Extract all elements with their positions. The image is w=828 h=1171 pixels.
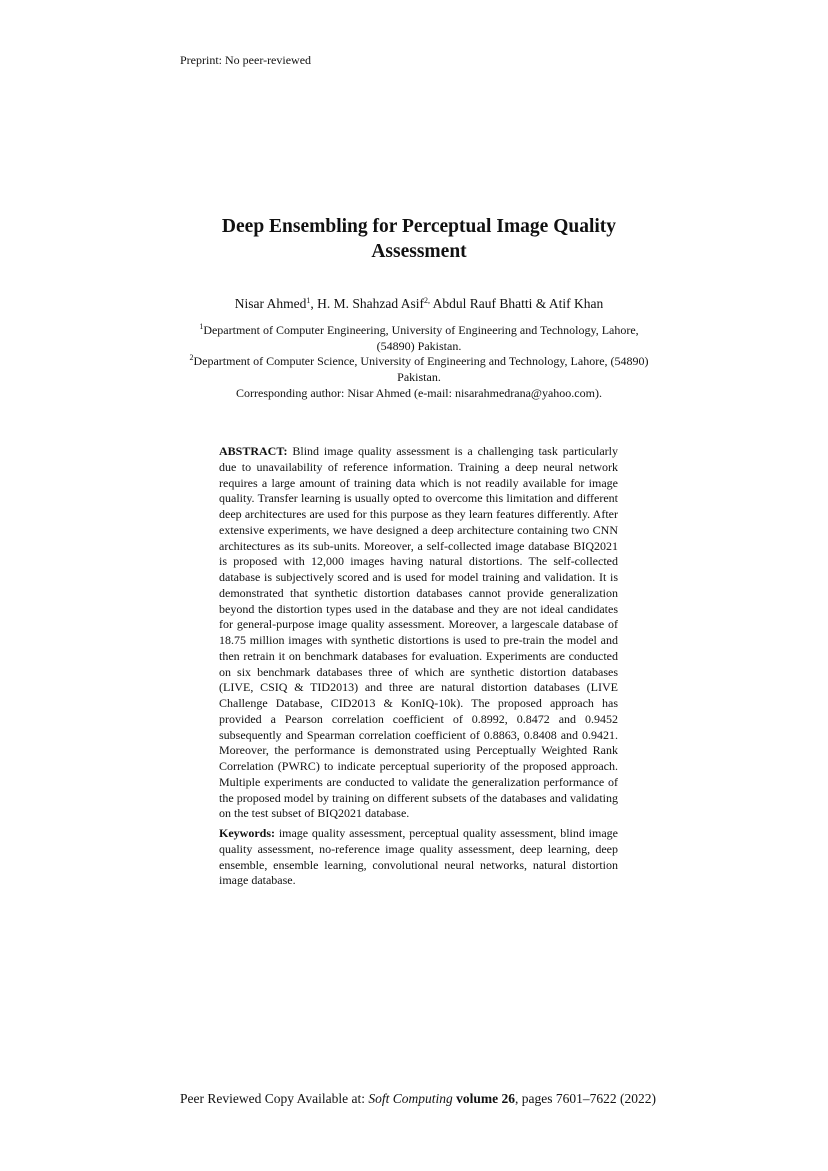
keywords	[219, 826, 618, 889]
abstract-label: ABSTRACT:	[219, 444, 288, 458]
publication-note	[180, 1090, 659, 1108]
keywords-label: Keywords:	[219, 826, 275, 840]
affiliation-1	[180, 323, 658, 354]
author-names-rest: Abdul Rauf Bhatti & Atif Khan	[430, 296, 604, 311]
affiliation-2	[180, 354, 658, 385]
author-name: , H. M. Shahzad Asif	[310, 296, 424, 311]
affiliations	[180, 323, 658, 402]
affiliation-mark: 1	[199, 322, 204, 331]
preprint-note: Preprint: No peer-reviewed	[180, 53, 312, 67]
affiliation-text: Department of Computer Science, University of Engineering and Technology, Lahore, (54890) Pakistan.	[193, 354, 649, 385]
abstract	[219, 444, 618, 822]
journal-volume: volume 26	[456, 1091, 515, 1106]
author-name: Nisar Ahmed	[234, 296, 307, 311]
corresponding-author: Corresponding author: Nisar Ahmed (e-mail: nisarahmedrana@yahoo.com).	[236, 385, 602, 400]
affiliation-mark: 2,	[424, 296, 430, 305]
keywords-text: image quality assessment, perceptual quality assessment, blind image quality assessment, no-reference image quality assessment, deep learning, deep ensemble, ensemble learning, convolutional neural networks, natural distortion image database.	[219, 826, 619, 888]
publication-prefix: Peer Reviewed Copy Available at:	[180, 1091, 369, 1106]
abstract-text: Blind image quality assessment is a challenging task particularly due to unavailability of reference information. Training a deep neural network requires a large amount of training data which is not readily available for image quality. Transfer learning is usually opted to overcome this limitation and different deep architectures are used for this purpose as they learn features differently. After extensive experiments, we have designed a deep architecture containing two CNN architectures as its sub-units. Moreover, a self-collected image database BIQ2021 is proposed with 12,000 images having natural distortions. The self-collected database is subjectively scored and is used for model training and validation. It is demonstrated that synthetic distortion databases cannot provide generalization beyond the distortion types used in the database and they are not ideal candidates for general-purpose image quality assessment. Moreover, a largescale database of 18.75 million images with synthetic distortions is used to pre-train the model and then retrain it on benchmark databases for evaluation. Experiments are conducted on six benchmark databases three of which are synthetic distortion databases (LIVE, CSIQ & TID2013) and three are natural distortion databases (LIVE Challenge Database, CID2013 & KonIQ-10k). The proposed approach has provided a Pearson correlation coefficient of 0.8992, 0.8472 and 0.9452 subsequently and Spearman correlation coefficient of 0.8863, 0.8408 and 0.9421. Moreover, the performance is demonstrated using Perceptually Weighted Rank Correlation (PWRC) to indicate perceptual superiority of the proposed approach. Multiple experiments are conducted to validate the generalization performance of the proposed model by training on different subsets of the databases and validating on the test subset of BIQ2021 database.	[219, 444, 619, 821]
journal-name: Soft Computing	[368, 1091, 453, 1106]
publication-pages: , pages 7601–7622 (2022)	[514, 1091, 656, 1106]
affiliation-text: Department of Computer Engineering, University of Engineering and Technology, Lahore, (54890) Pakistan.	[203, 323, 639, 353]
affiliation-mark: 1	[306, 296, 311, 305]
paper-title: Deep Ensembling for Perceptual Image Quality Assessment	[221, 216, 617, 262]
affiliation-mark: 2	[189, 353, 194, 363]
author-list	[180, 295, 658, 313]
